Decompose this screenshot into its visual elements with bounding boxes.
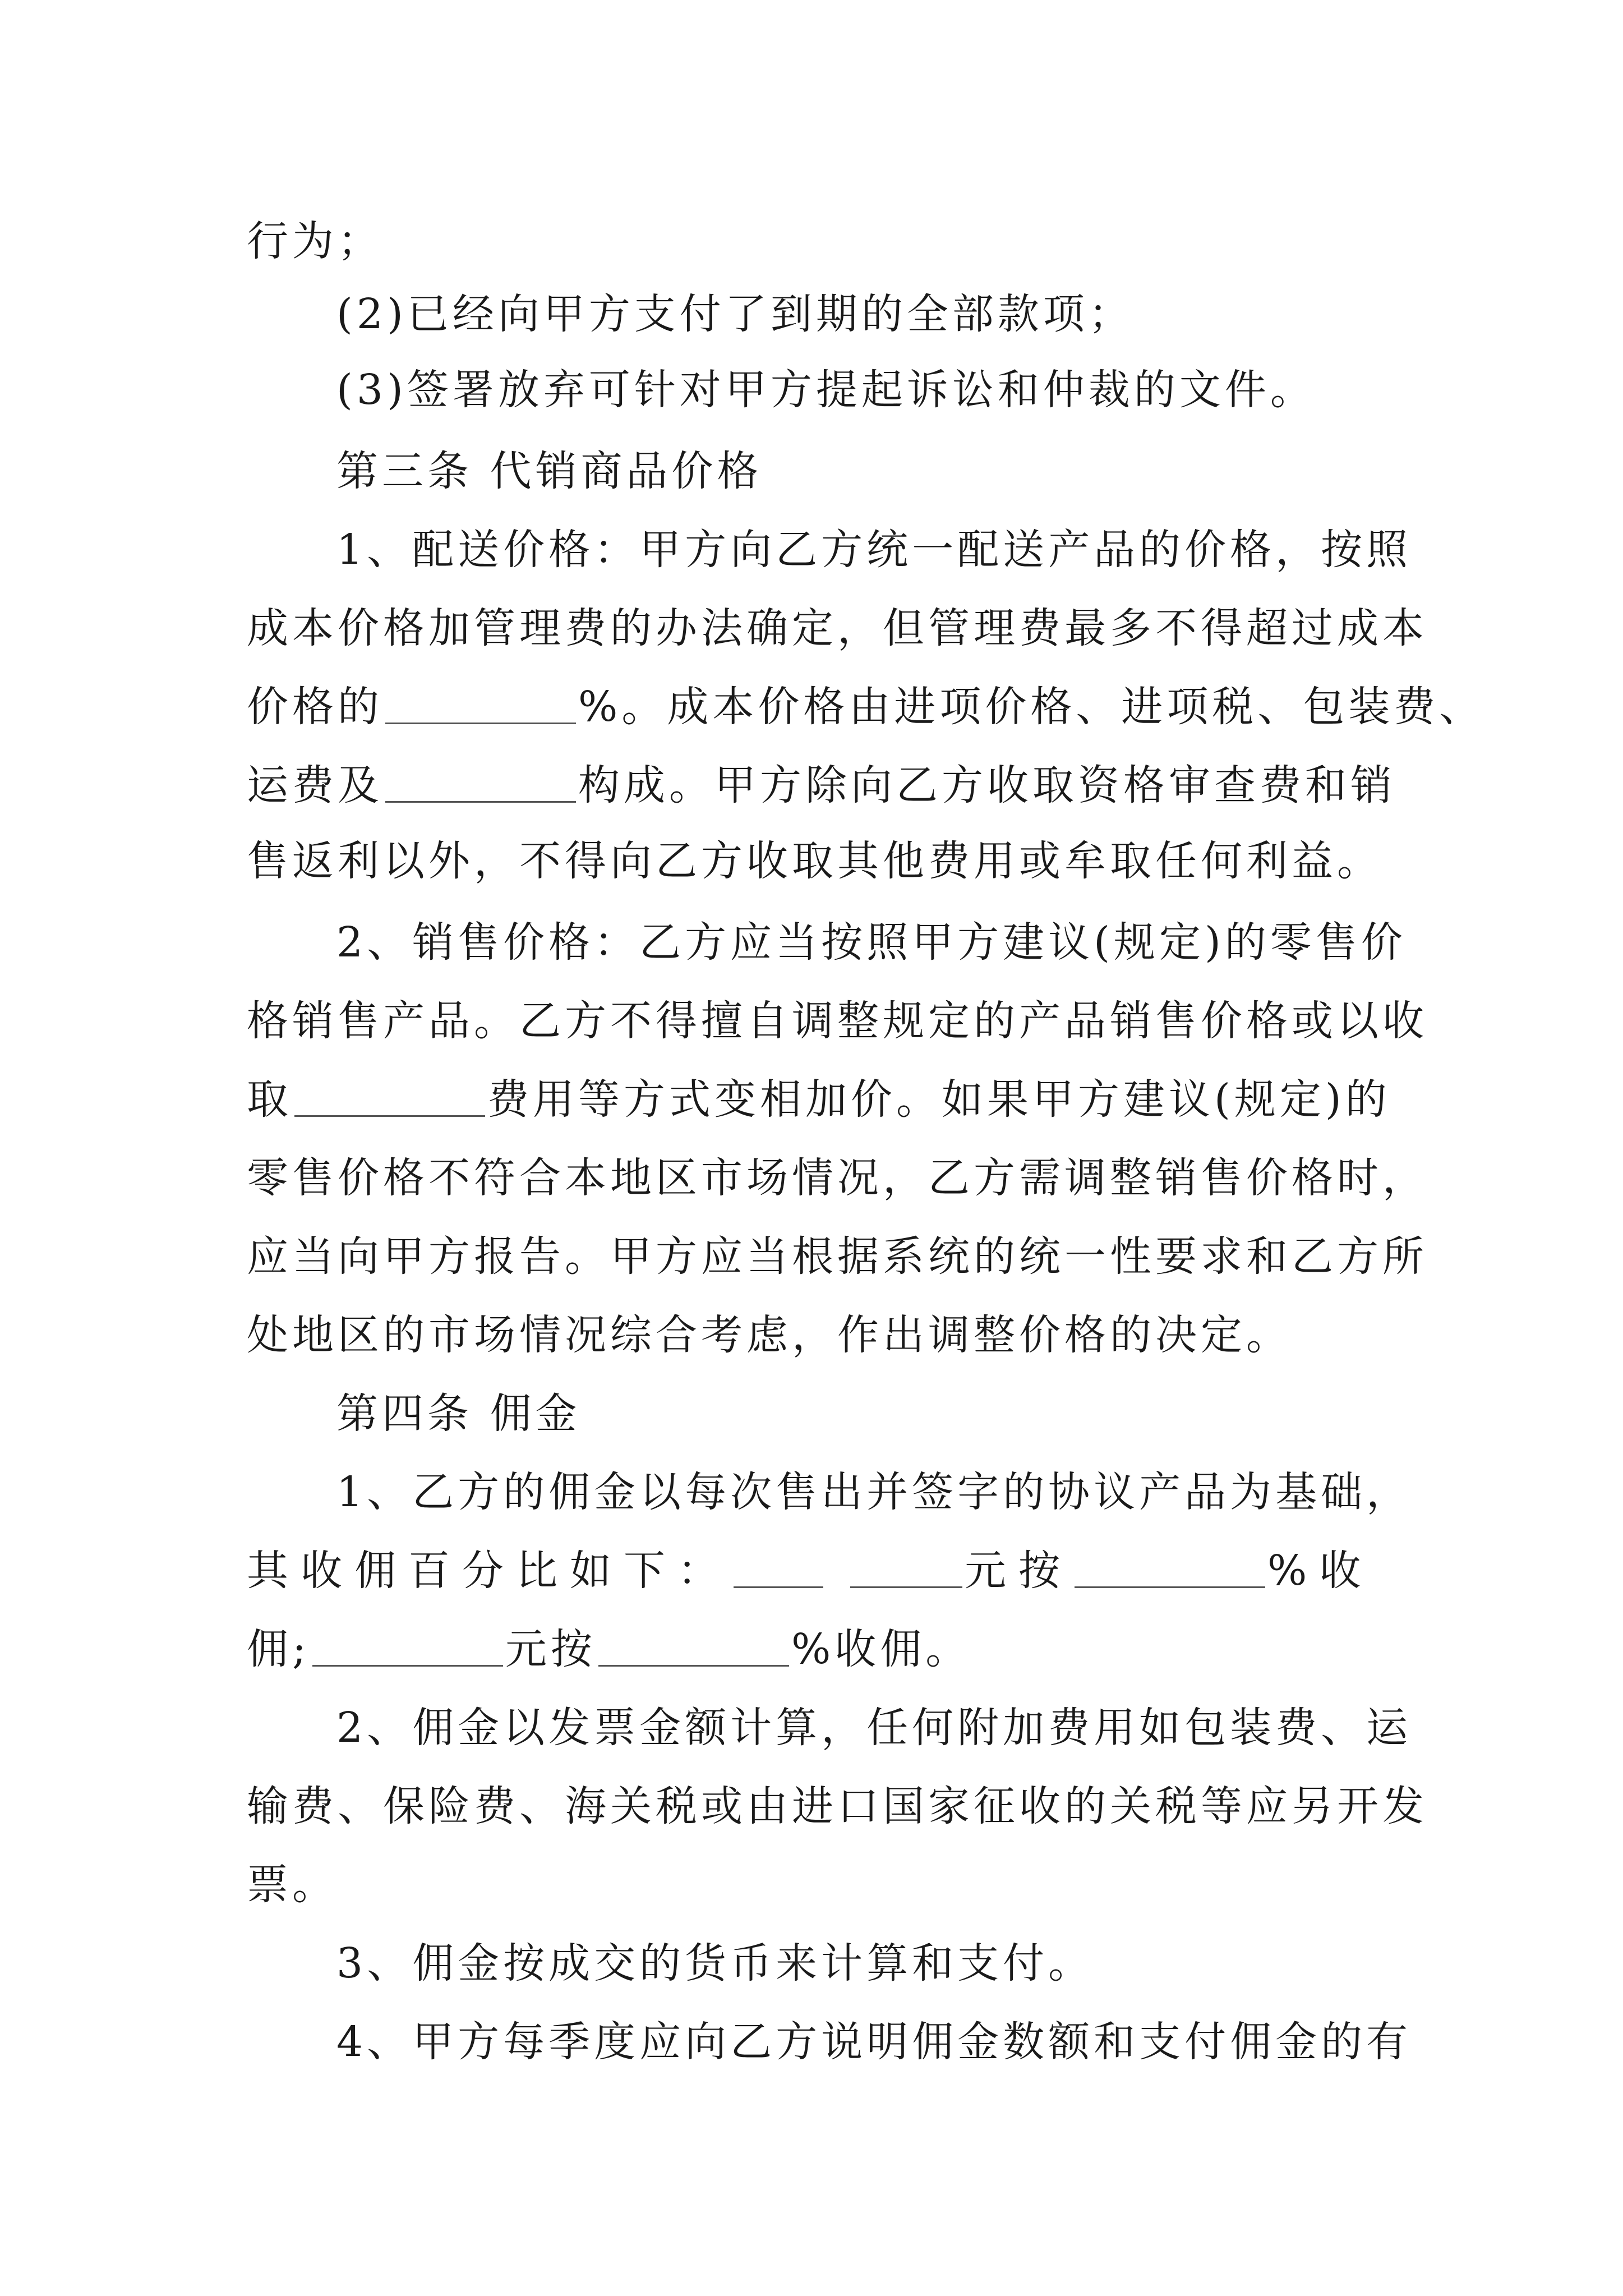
text-run: 佣; [247,1625,310,1673]
text-run: 2、佣金以发票金额计算，任何附加费用如包装费、运 [336,1704,1412,1752]
fill-in-blank [312,1665,503,1667]
text-run: 价格的 [247,683,383,731]
text-run: (2)已经向甲方支付了到期的全部款项； [336,290,1134,338]
text-line [247,1144,1428,1212]
text-line [336,1458,1412,1526]
text-line [247,1223,1428,1290]
text-line [336,1694,1412,1761]
text-line [247,208,1391,275]
text-run: 成本价格加管理费的办法确定，但管理费最多不得超过成本 [247,604,1428,652]
text-line [247,673,1485,740]
text-line [247,1616,1391,1683]
text-run: 处地区的市场情况综合考虑，作出调整价格的决定。 [247,1311,1292,1359]
text-run: 应当向甲方报告。甲方应当根据系统的统一性要求和乙方所 [247,1232,1428,1281]
text-line [247,1851,1391,1918]
text-run: %收 [1267,1547,1373,1595]
fill-in-blank [850,1586,962,1588]
text-run: 元按 [965,1547,1072,1595]
text-run: 零售价格不符合本地区市场情况，乙方需调整销售价格时， [247,1154,1428,1202]
fill-in-blank [385,801,576,803]
fill-in-blank [385,723,576,724]
text-run: 格销售产品。乙方不得擅自调整规定的产品销售价格或以收 [247,997,1428,1045]
text-line [247,987,1428,1055]
text-line [336,356,1391,424]
text-run: 元按 [505,1625,596,1673]
text-run: 行为； [247,217,383,265]
text-line [247,752,1396,819]
text-run: %。成本价格由进项价格、进项税、包装费、 [578,683,1485,731]
text-run: 输费、保险费、海关税或由进口国家征收的关税等应另开发 [247,1782,1428,1830]
text-line [247,827,1391,895]
text-line [247,1066,1391,1133]
fill-in-blank [598,1665,789,1667]
text-run: 1、乙方的佣金以每次售出并签字的协议产品为基础， [336,1468,1412,1516]
text-run: 第三条 代销商品价格 [336,447,763,495]
text-run: 运费及 [247,761,383,809]
fill-in-blank [734,1586,823,1588]
section-heading [336,1380,1391,1447]
text-line [336,909,1407,976]
text-run: 其收佣百分比如下： [247,1547,731,1595]
text-line [336,1930,1391,1997]
text-run: 1、配送价格：甲方向乙方统一配送产品的价格，按照 [336,526,1412,574]
text-run: 构成。甲方除向乙方收取资格审查费和销 [578,761,1396,809]
text-run: 票。 [247,1861,338,1909]
text-run: 取 [247,1075,292,1124]
section-heading [336,438,1391,505]
text-line [247,1773,1428,1840]
text-line [336,280,1391,348]
text-run: 费用等方式变相加价。如果甲方建议(规定)的 [487,1075,1391,1124]
text-run: 第四条 佣金 [336,1389,581,1438]
text-run: 售返利以外，不得向乙方收取其他费用或牟取任何利益。 [247,837,1382,885]
text-line [336,516,1412,583]
text-line [247,1301,1391,1369]
text-run: %收佣。 [791,1625,971,1673]
text-run: (3)签署放弃可针对甲方提起诉讼和仲裁的文件。 [336,366,1316,414]
text-line [247,595,1428,662]
text-line [336,2008,1412,2076]
fill-in-blank [294,1115,485,1117]
text-run: 4、甲方每季度应向乙方说明佣金数额和支付佣金的有 [336,2018,1412,2066]
text-run: 3、佣金按成交的货币来计算和支付。 [336,1939,1094,1987]
text-line [247,1537,1391,1604]
fill-in-blank [1075,1586,1265,1588]
text-run: 2、销售价格：乙方应当按照甲方建议(规定)的零售价 [336,918,1407,967]
